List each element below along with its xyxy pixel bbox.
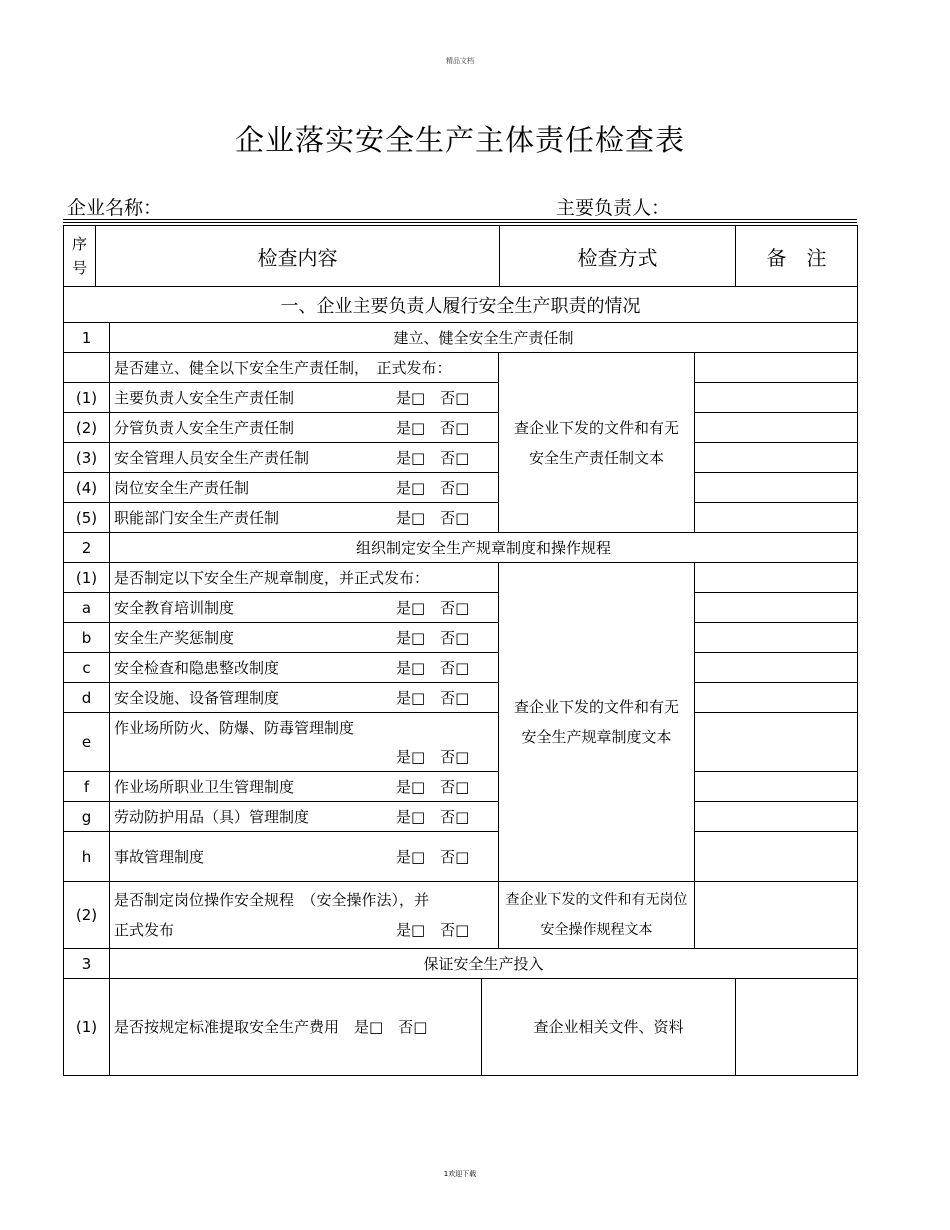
check-table [63,286,858,979]
header-remark: 备 注 [736,226,858,287]
row-number: (4) [64,473,110,503]
check-item: 安全检查和隐患整改制度 是□ 否□ [110,653,499,683]
row-number: c [64,653,110,683]
yes-no-checkbox[interactable]: 是□ 否□ [396,449,470,467]
item-3-number: 3 [64,949,110,979]
remark-cell[interactable] [695,802,858,832]
item-1-title: 建立、健全安全生产责任制 [110,323,858,353]
page-footer-note: 1欢迎下载 [443,1170,477,1178]
row-number: e [64,713,110,772]
header-double-rule [63,219,857,223]
yes-no-checkbox[interactable]: 是□ 否□ [396,659,470,677]
item-2-sub1-method: 查企业下发的文件和有无安全生产规章制度文本 [499,563,695,882]
remark-cell[interactable] [695,413,858,443]
page-header-note: 精品文档 [446,57,474,65]
check-item: 安全教育培训制度 是□ 否□ [110,593,499,623]
row-number: a [64,593,110,623]
item-2-sub2-method: 查企业下发的文件和有无岗位安全操作规程文本 [499,882,695,949]
item-3-table [63,979,858,1076]
remark-cell[interactable] [736,979,858,1075]
document-title: 企业落实安全生产主体责任检查表 [234,123,685,157]
check-item: 安全生产奖惩制度 是□ 否□ [110,623,499,653]
remark-cell[interactable] [695,383,858,413]
item-1-number: 1 [64,323,110,353]
item-1-method: 查企业下发的文件和有无安全生产责任制文本 [499,353,695,533]
yes-no-checkbox[interactable]: 是□ 否□ [354,1018,428,1037]
row-number: (2) [64,413,110,443]
company-name-label: 企业名称： [67,197,163,219]
remark-cell[interactable] [695,473,858,503]
yes-no-checkbox[interactable]: 是□ 否□ [396,808,470,826]
check-item: 职能部门安全生产责任制 是□ 否□ [110,503,499,533]
item-2-sub1-intro: 是否制定以下安全生产规章制度，并正式发布： [110,563,499,593]
row-number: d [64,683,110,713]
item-2-number: 2 [64,533,110,563]
remark-cell[interactable] [695,563,858,593]
yes-no-checkbox[interactable]: 是□ 否□ [396,389,470,407]
header-seq: 序号 [64,226,96,287]
principal-label: 主要负责人： [556,197,671,219]
row-number: h [64,832,110,882]
item-2-sub1-number: (1) [64,563,110,593]
header-table [63,225,858,287]
check-item: 劳动防护用品（具）管理制度 是□ 否□ [110,802,499,832]
section-1-title: 一、企业主要负责人履行安全生产职责的情况 [64,287,858,323]
item-1-intro: 是否建立、健全以下安全生产责任制， 正式发布： [110,353,499,383]
check-item: 岗位安全生产责任制 是□ 否□ [110,473,499,503]
row-number: (5) [64,503,110,533]
yes-no-checkbox[interactable]: 是□ 否□ [396,778,470,796]
check-item: 分管负责人安全生产责任制 是□ 否□ [110,413,499,443]
yes-no-checkbox[interactable]: 是□ 否□ [396,848,470,866]
yes-no-checkbox[interactable]: 是□ 否□ [396,599,470,617]
check-item: 主要负责人安全生产责任制 是□ 否□ [110,383,499,413]
item-1-intro-number [64,353,110,383]
header-content: 检查内容 [96,226,500,287]
item-3-title: 保证安全生产投入 [110,949,858,979]
check-item: 安全管理人员安全生产责任制 是□ 否□ [110,443,499,473]
check-item: 作业场所防火、防爆、防毒管理制度 是□ 否□ [110,713,499,772]
row-number: f [64,772,110,802]
remark-cell[interactable] [695,683,858,713]
yes-no-checkbox[interactable]: 是□ 否□ [396,748,470,766]
remark-cell[interactable] [695,832,858,882]
remark-cell[interactable] [695,772,858,802]
remark-cell[interactable] [695,503,858,533]
yes-no-checkbox[interactable]: 是□ 否□ [396,419,470,437]
item-3-sub1-number: (1) [64,979,110,1075]
remark-cell[interactable] [695,593,858,623]
yes-no-checkbox[interactable]: 是□ 否□ [396,479,470,497]
yes-no-checkbox[interactable]: 是□ 否□ [396,509,470,527]
yes-no-checkbox[interactable]: 是□ 否□ [396,689,470,707]
item-2-sub2-number: (2) [64,882,110,949]
row-number: (3) [64,443,110,473]
check-item: 作业场所职业卫生管理制度 是□ 否□ [110,772,499,802]
check-item: 事故管理制度 是□ 否□ [110,832,499,882]
header-method: 检查方式 [500,226,736,287]
remark-cell[interactable] [695,443,858,473]
row-number: g [64,802,110,832]
yes-no-checkbox[interactable]: 是□ 否□ [396,921,470,939]
remark-cell[interactable] [695,713,858,772]
remark-cell[interactable] [695,653,858,683]
check-item: 安全设施、设备管理制度 是□ 否□ [110,683,499,713]
yes-no-checkbox[interactable]: 是□ 否□ [396,629,470,647]
remark-cell[interactable] [695,623,858,653]
item-3-sub1-text: 是否按规定标准提取安全生产费用 是□ 否□ [110,979,482,1075]
remark-cell[interactable] [695,882,858,949]
item-2-sub2-text: 是否制定岗位操作安全规程 （安全操作法），并 正式发布 是□ 否□ [110,882,499,949]
row-number: (1) [64,383,110,413]
row-number: b [64,623,110,653]
remark-cell[interactable] [695,353,858,383]
item-2-title: 组织制定安全生产规章制度和操作规程 [110,533,858,563]
item-3-sub1-method: 查企业相关文件、资料 [482,979,736,1075]
